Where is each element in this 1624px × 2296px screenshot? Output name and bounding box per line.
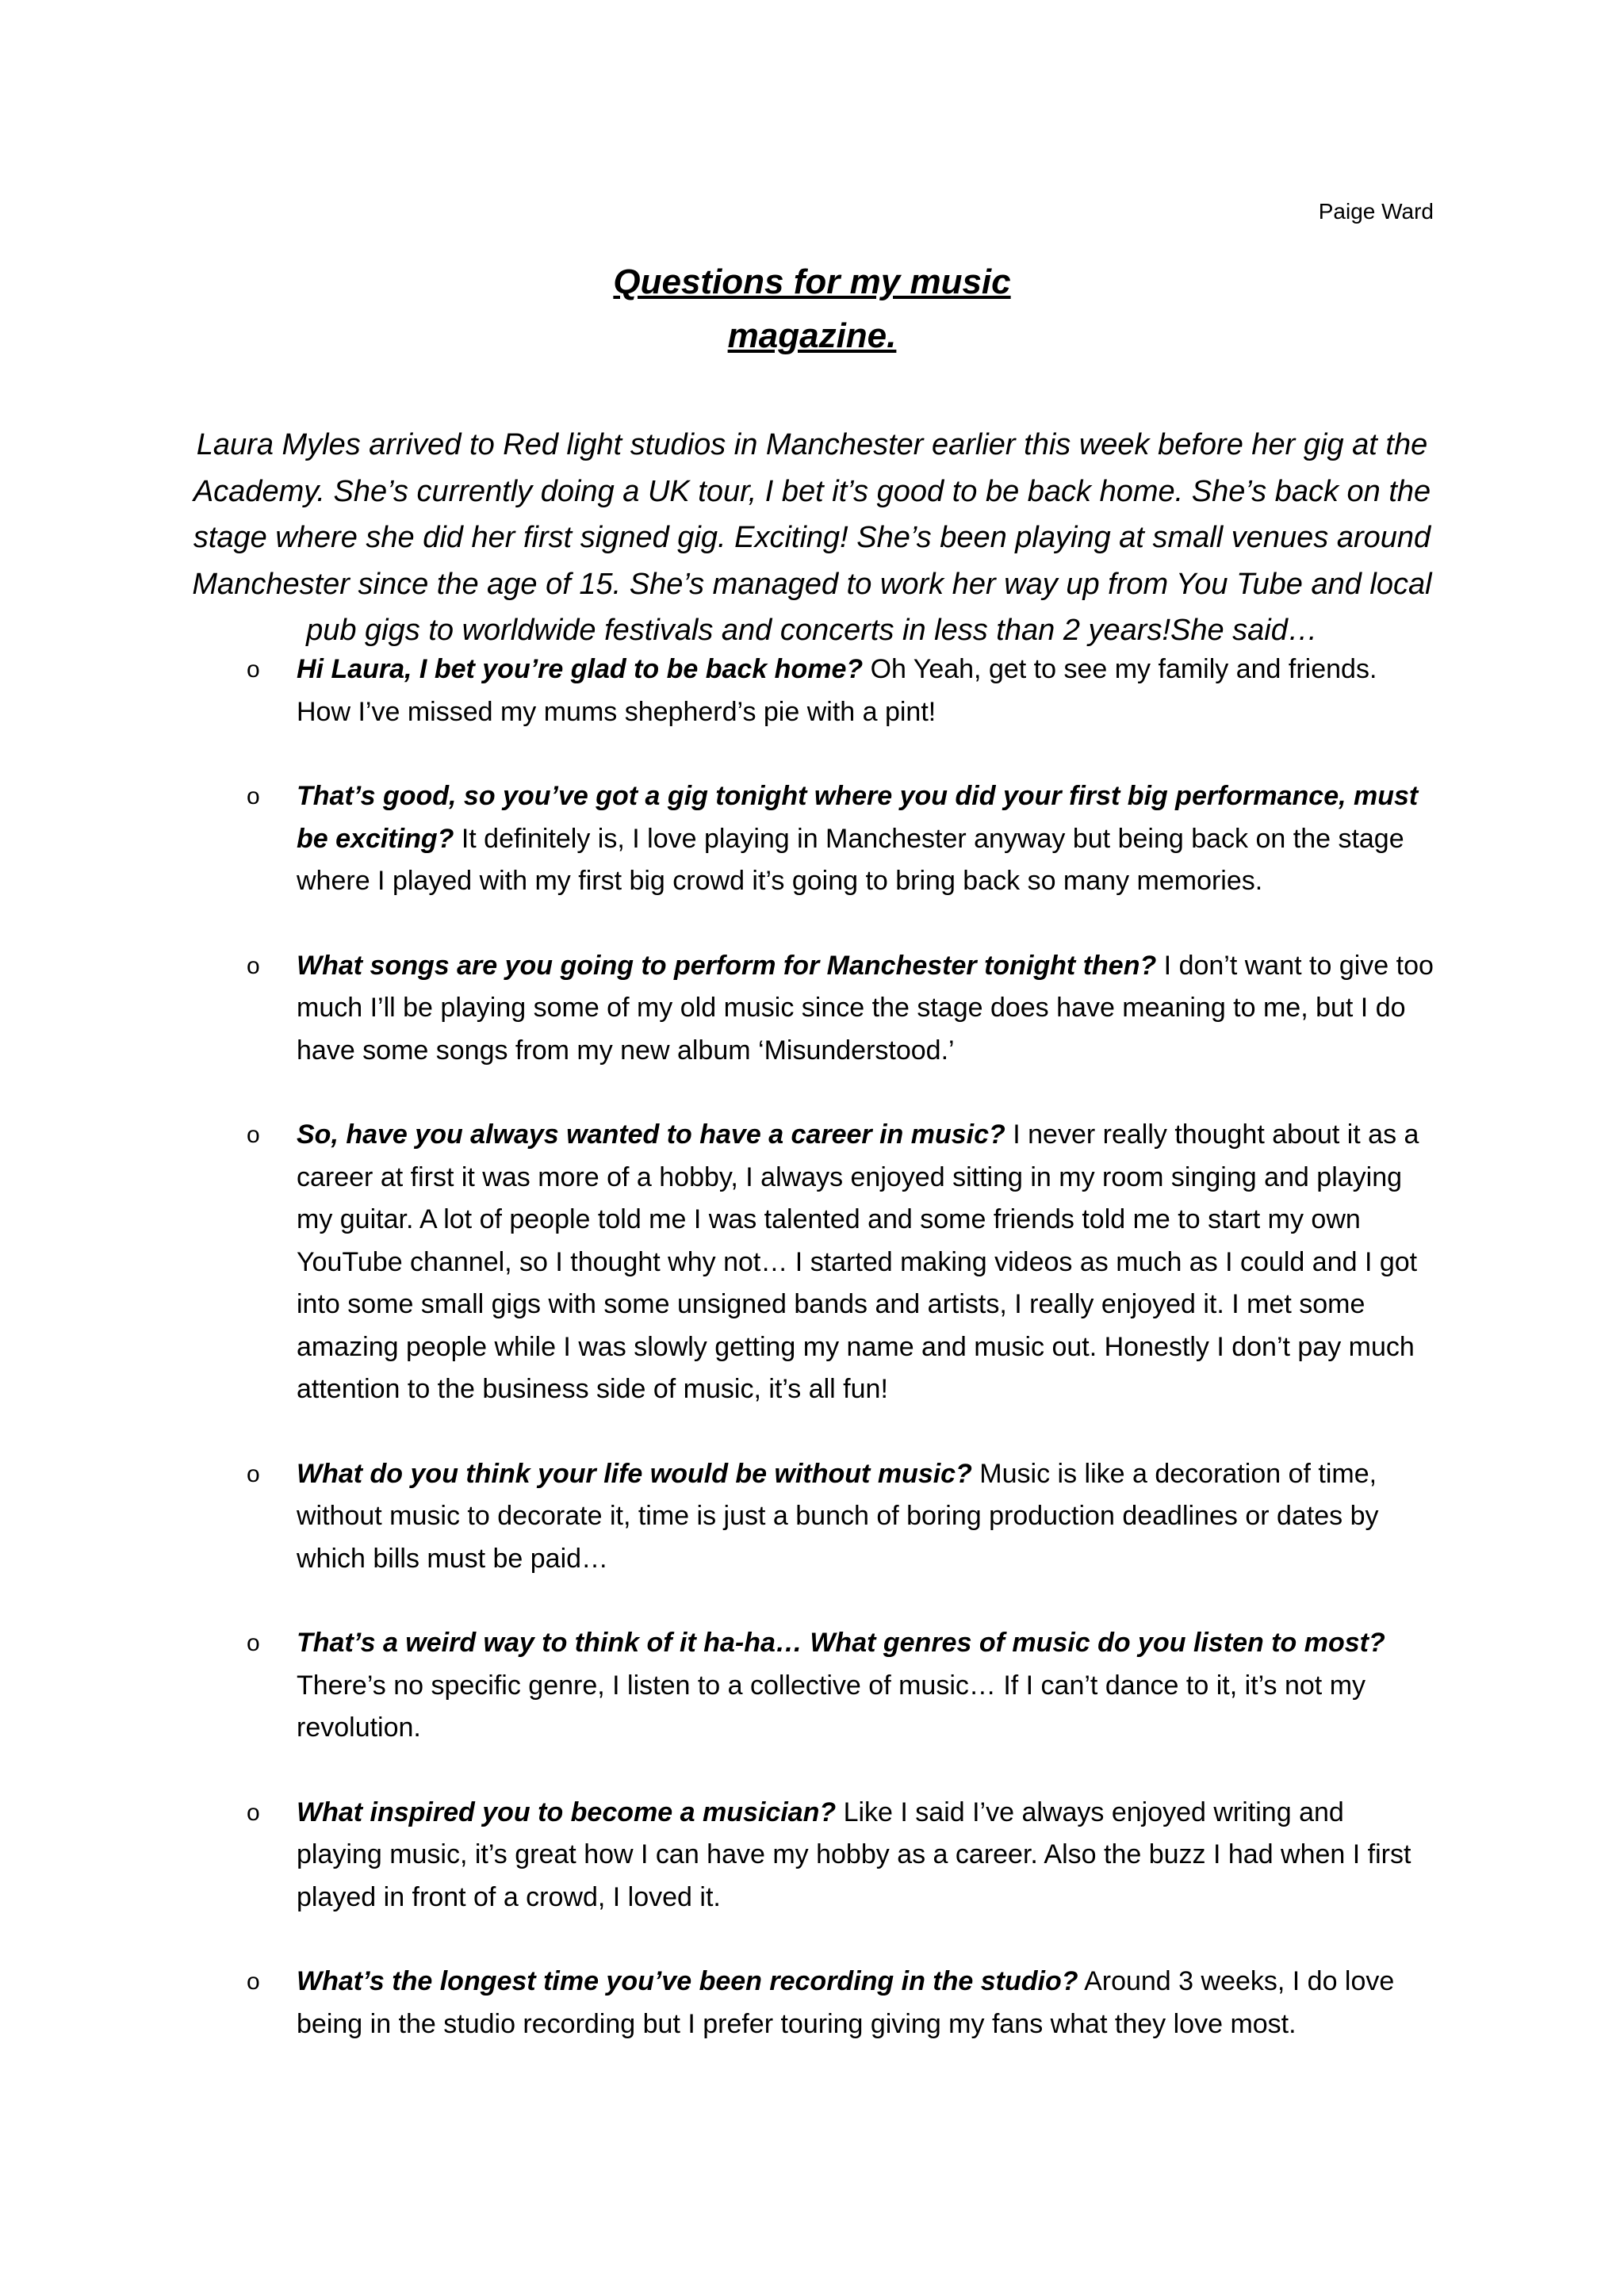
page-title xyxy=(0,255,1624,363)
question-text: What do you think your life would be without music? xyxy=(297,1458,972,1489)
answer-text: It definitely is, I love playing in Manchester anyway but being back on the stage where I played with my first big crowd it’s going to bring back so many memories. xyxy=(297,823,1404,896)
question-text: What songs are you going to perform for Manchester tonight then? xyxy=(297,950,1157,981)
bullet-icon: o xyxy=(247,1799,260,1826)
answer-text: I don’t want to give too much I’ll be playing some of my old music since the stage does have meaning to me, but I do have some songs from my new album ‘Misunderstood.’ xyxy=(297,950,1434,1066)
qa-item xyxy=(0,945,1435,1073)
question-text: So, have you always wanted to have a career in music? xyxy=(297,1119,1005,1150)
question-text: Hi Laura, I bet you’re glad to be back home? xyxy=(297,654,864,684)
bullet-icon: o xyxy=(247,1460,260,1487)
bullet-icon: o xyxy=(247,656,260,683)
answer-text: I never really thought about it as a career at first it was more of a hobby, I always enjoyed sitting in my room singing and playing my guitar. A lot of people told me I was talented and some friends told me to start my own YouTube channel, so I thought why not… I started making videos as much as I could and I got into some small gigs with some unsigned bands and artists, I really enjoyed it. I met some amazing people while I was slowly getting my name and music out. Honestly I don’t pay much attention to the business side of music, it’s all fun! xyxy=(297,1119,1419,1404)
answer-text: Oh Yeah, get to see my family and friends. How I’ve missed my mums shepherd’s pie with a pint! xyxy=(297,654,1377,727)
question-text: What inspired you to become a musician? xyxy=(297,1797,837,1827)
page-title-line: magazine. xyxy=(727,316,897,355)
answer-text: Around 3 weeks, I do love being in the studio recording but I prefer touring giving my fans what they love most. xyxy=(297,1966,1395,2039)
question-text: That’s a weird way to think of it ha-ha… What genres of music do you listen to most? xyxy=(297,1628,1385,1658)
qa-item xyxy=(0,1114,1435,1411)
qa-item xyxy=(0,1961,1435,2045)
qa-item xyxy=(0,775,1435,903)
answer-text: Music is like a decoration of time, without music to decorate it, time is just a bunch of boring production deadlines or dates by which bills must be paid… xyxy=(297,1458,1379,1574)
bullet-icon: o xyxy=(247,783,260,809)
bullet-icon: o xyxy=(247,952,260,979)
qa-item xyxy=(0,1792,1435,1919)
qa-list xyxy=(0,649,1624,2087)
qa-item xyxy=(0,1622,1435,1750)
answer-text: There’s no specific genre, I listen to a collective of music… If I can’t dance to it, it’s not my revolution. xyxy=(297,1670,1366,1743)
question-text: That’s good, so you’ve got a gig tonight where you did your first big performance, must be exciting? xyxy=(297,781,1419,854)
author-name: Paige Ward xyxy=(1318,199,1434,224)
bullet-icon: o xyxy=(247,1969,260,1995)
question-text: What’s the longest time you’ve been recording in the studio? xyxy=(297,1966,1078,1996)
qa-item xyxy=(0,649,1435,733)
bullet-icon: o xyxy=(247,1630,260,1656)
intro-paragraph: Laura Myles arrived to Red light studios in Manchester earlier this week before her gig at the Academy. She’s currently doing a UK tour, I bet it’s good to be back home. She’s back on the stage where she did her first signed gig. Exciting! She’s been playing at small venues around Manchester since the age of 15. She’s managed to work her way up from You Tube and local pub gigs to worldwide festivals and concerts in less than 2 years!She said… xyxy=(192,428,1432,647)
page-title-line: Questions for my music xyxy=(613,262,1011,301)
bullet-icon: o xyxy=(247,1122,260,1148)
answer-text: Like I said I’ve always enjoyed writing and playing music, it’s great how I can have my hobby as a career. Also the buzz I had when I first played in front of a crowd, I loved it. xyxy=(297,1797,1411,1912)
qa-item xyxy=(0,1453,1435,1581)
